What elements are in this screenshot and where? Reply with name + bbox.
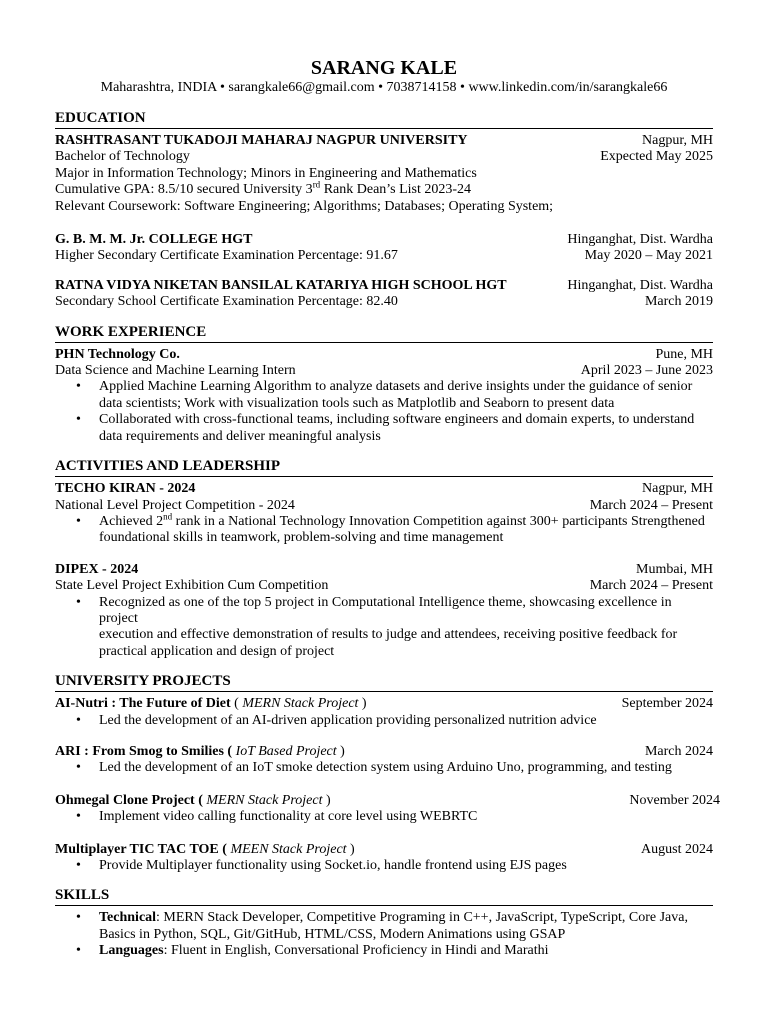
project-date: November 2024 [629,792,720,808]
education-heading: EDUCATION [55,110,713,129]
project-stack: MEEN Stack Project [230,841,347,857]
email-link[interactable]: sarangkale66@gmail.com [228,80,375,95]
paren: ( [230,696,243,712]
bullet-text [99,943,713,959]
project-title [55,744,345,760]
company-location: Pune, MH [655,346,713,362]
school-location: Hinganghat, Dist. Wardha [567,277,713,293]
gpa-superscript: rd [312,179,321,190]
activity-subtitle: National Level Project Competition - 2024 [55,497,295,513]
list-item [55,943,713,959]
list-item [55,910,713,943]
bullet-text: execution and effective demonstration of results to judge and attendees, receiving positive feedback for [99,627,678,643]
skill-label: Languages [99,943,164,959]
bullet-text [99,910,713,926]
skills-heading: SKILLS [55,887,713,906]
paren: ) [322,792,331,808]
activities-heading: ACTIVITIES AND LEADERSHIP [55,458,713,477]
university-location: Nagpur, MH [642,133,713,148]
list-item [55,379,713,412]
project-bullets [55,760,713,776]
paren: ) [358,696,367,712]
paren: ) [336,743,345,759]
separator: • [374,80,387,95]
work-bullets [55,379,713,445]
job-role: Data Science and Machine Learning Intern [55,363,296,379]
college-date: May 2020 – May 2021 [584,248,713,264]
linkedin-link[interactable]: www.linkedin.com/in/sarangkale66 [468,80,668,95]
list-item [55,412,713,445]
bullet-text: Collaborated with cross-functional teams, including software engineers and domain experts, to understand [99,412,695,428]
college-name: G. B. M. M. Jr. COLLEGE HGT [55,232,253,248]
project-row [55,696,713,712]
degree-date: Expected May 2025 [600,149,713,165]
bullet-text: Provide Multiplayer functionality using Socket.io, handle frontend using EJS pages [99,858,567,873]
activity-name: TECHO KIRAN - 2024 [55,481,196,497]
work-company-row [55,347,713,363]
bullet-glyph: • [76,594,81,610]
bullet-glyph: • [76,379,81,395]
project-bullets [55,809,713,825]
gpa-line [55,179,713,198]
project-name: ARI : From Smog to Smilies ( [55,743,233,759]
bullet-glyph: • [76,910,81,926]
bullet-glyph: • [76,712,81,728]
list-item [55,713,713,729]
bullet-text: practical application and design of project [99,643,335,659]
activity-name: DIPEX - 2024 [55,561,139,577]
paren: ) [346,841,355,857]
project-name: Multiplayer TIC TAC TOE ( [55,841,227,857]
college-location: Hinganghat, Dist. Wardha [567,232,713,248]
school-detail: Secondary School Certificate Examination Percentage: 82.40 [55,294,398,310]
project-bullets [55,713,713,729]
project-stack: MERN Stack Project [206,792,323,808]
skills-bullets [55,910,713,959]
activity-bullets [55,595,713,661]
project-row [55,744,713,760]
bullet-glyph: • [76,760,81,776]
list-item [55,511,713,547]
bullet-glyph: • [76,412,81,428]
activity-bullets [55,511,713,547]
activity-row [55,481,713,497]
activity-location: Mumbai, MH [636,561,713,577]
bullet-text: Implement video calling functionality at core level using WEBRTC [99,809,478,825]
job-date: April 2023 – June 2023 [580,363,713,379]
bullet-text [99,511,713,530]
project-title [55,842,355,858]
skill-text: : MERN Stack Developer, Competitive Programing in C++, JavaScript, TypeScript, Core Java, [156,910,688,926]
activity-row [55,562,713,578]
project-row [55,842,713,858]
project-date: September 2024 [621,696,713,712]
gpa-text: Cumulative GPA: 8.5/10 secured University 3 [55,182,313,198]
work-role-row [55,363,713,379]
project-bullets [55,858,713,874]
project-name: AI-Nutri : The Future of Diet [55,696,231,712]
bullet-glyph: • [76,809,81,825]
rank-superscript: nd [163,511,173,522]
school-row [55,278,713,294]
school-name: RATNA VIDYA NIKETAN BANSILAL KATARIYA HIGH SCHOOL HGT [55,277,507,293]
activity-date: March 2024 – Present [589,497,713,513]
bullet-text-part: rank in a National Technology Innovation Competition against 300+ participants Strengthened [172,513,705,529]
separator: • [456,80,469,95]
list-item [55,809,713,825]
location: Maharashtra, INDIA [100,80,217,95]
coursework-line: Relevant Coursework: Software Engineering; Algorithms; Databases; Operating System; [55,198,554,214]
bullet-glyph: • [76,858,81,873]
list-item [55,595,713,661]
list-item [55,858,713,874]
activity-subtitle: State Level Project Exhibition Cum Competition [55,578,329,594]
activity-date: March 2024 – Present [589,578,713,594]
degree: Bachelor of Technology [55,149,190,165]
project-name: Ohmegal Clone Project ( [55,792,203,808]
skill-text: : Fluent in English, Conversational Proficiency in Hindi and Marathi [163,943,549,959]
candidate-name: SARANG KALE [310,57,458,79]
college-row [55,232,713,248]
college-detail-row [55,248,713,264]
bullet-text-part: Achieved 2 [99,513,164,529]
separator: • [216,80,229,95]
work-heading: WORK EXPERIENCE [55,324,713,343]
project-date: August 2024 [641,841,713,857]
gpa-rank-text: Rank Dean’s List 2023-24 [320,182,472,198]
school-date: March 2019 [644,294,713,310]
company-name: PHN Technology Co. [55,346,180,362]
bullet-text: Applied Machine Learning Algorithm to analyze datasets and derive insights under the guidance of senior [99,379,693,395]
project-stack: MERN Stack Project [242,696,359,712]
project-stack: IoT Based Project [235,743,337,759]
education-university-row [55,133,713,149]
major-line: Major in Information Technology; Minors in Engineering and Mathematics [55,165,477,181]
activity-location: Nagpur, MH [642,481,713,497]
school-detail-row [55,294,713,310]
project-date: March 2024 [644,743,713,759]
contact-line [55,80,713,96]
project-title [55,793,331,809]
project-title [55,696,367,712]
bullet-text: data requirements and deliver meaningful analysis [99,428,381,444]
college-detail: Higher Secondary Certificate Examination Percentage: 91.67 [55,248,398,264]
skill-text: Basics in Python, SQL, Git/GitHub, HTML/CSS, Modern Animations using GSAP [99,926,566,942]
bullet-text: data scientists; Work with visualization tools such as Matplotlib and Seaborn to present data [99,395,615,411]
project-row [55,792,720,809]
bullet-glyph: • [76,513,81,529]
skill-label: Technical [99,910,157,926]
projects-heading: UNIVERSITY PROJECTS [55,673,713,692]
bullet-text: foundational skills in teamwork, problem-solving and time management [99,530,504,546]
bullet-text: Led the development of an AI-driven application providing personalized nutrition advice [99,712,597,728]
bullet-text: Led the development of an IoT smoke detection system using Arduino Uno, programming, and testing [99,760,672,776]
activity-subtitle-row [55,578,713,594]
list-item [55,760,713,776]
phone-number: 7038714158 [386,80,457,95]
bullet-glyph: • [76,943,81,959]
activity-subtitle-row [55,498,713,514]
university-name: RASHTRASANT TUKADOJI MAHARAJ NAGPUR UNIVERSITY [55,133,468,148]
bullet-text: Recognized as one of the top 5 project in Computational Intelligence theme, showcasing excellence in project [99,594,672,626]
degree-row [55,149,713,165]
